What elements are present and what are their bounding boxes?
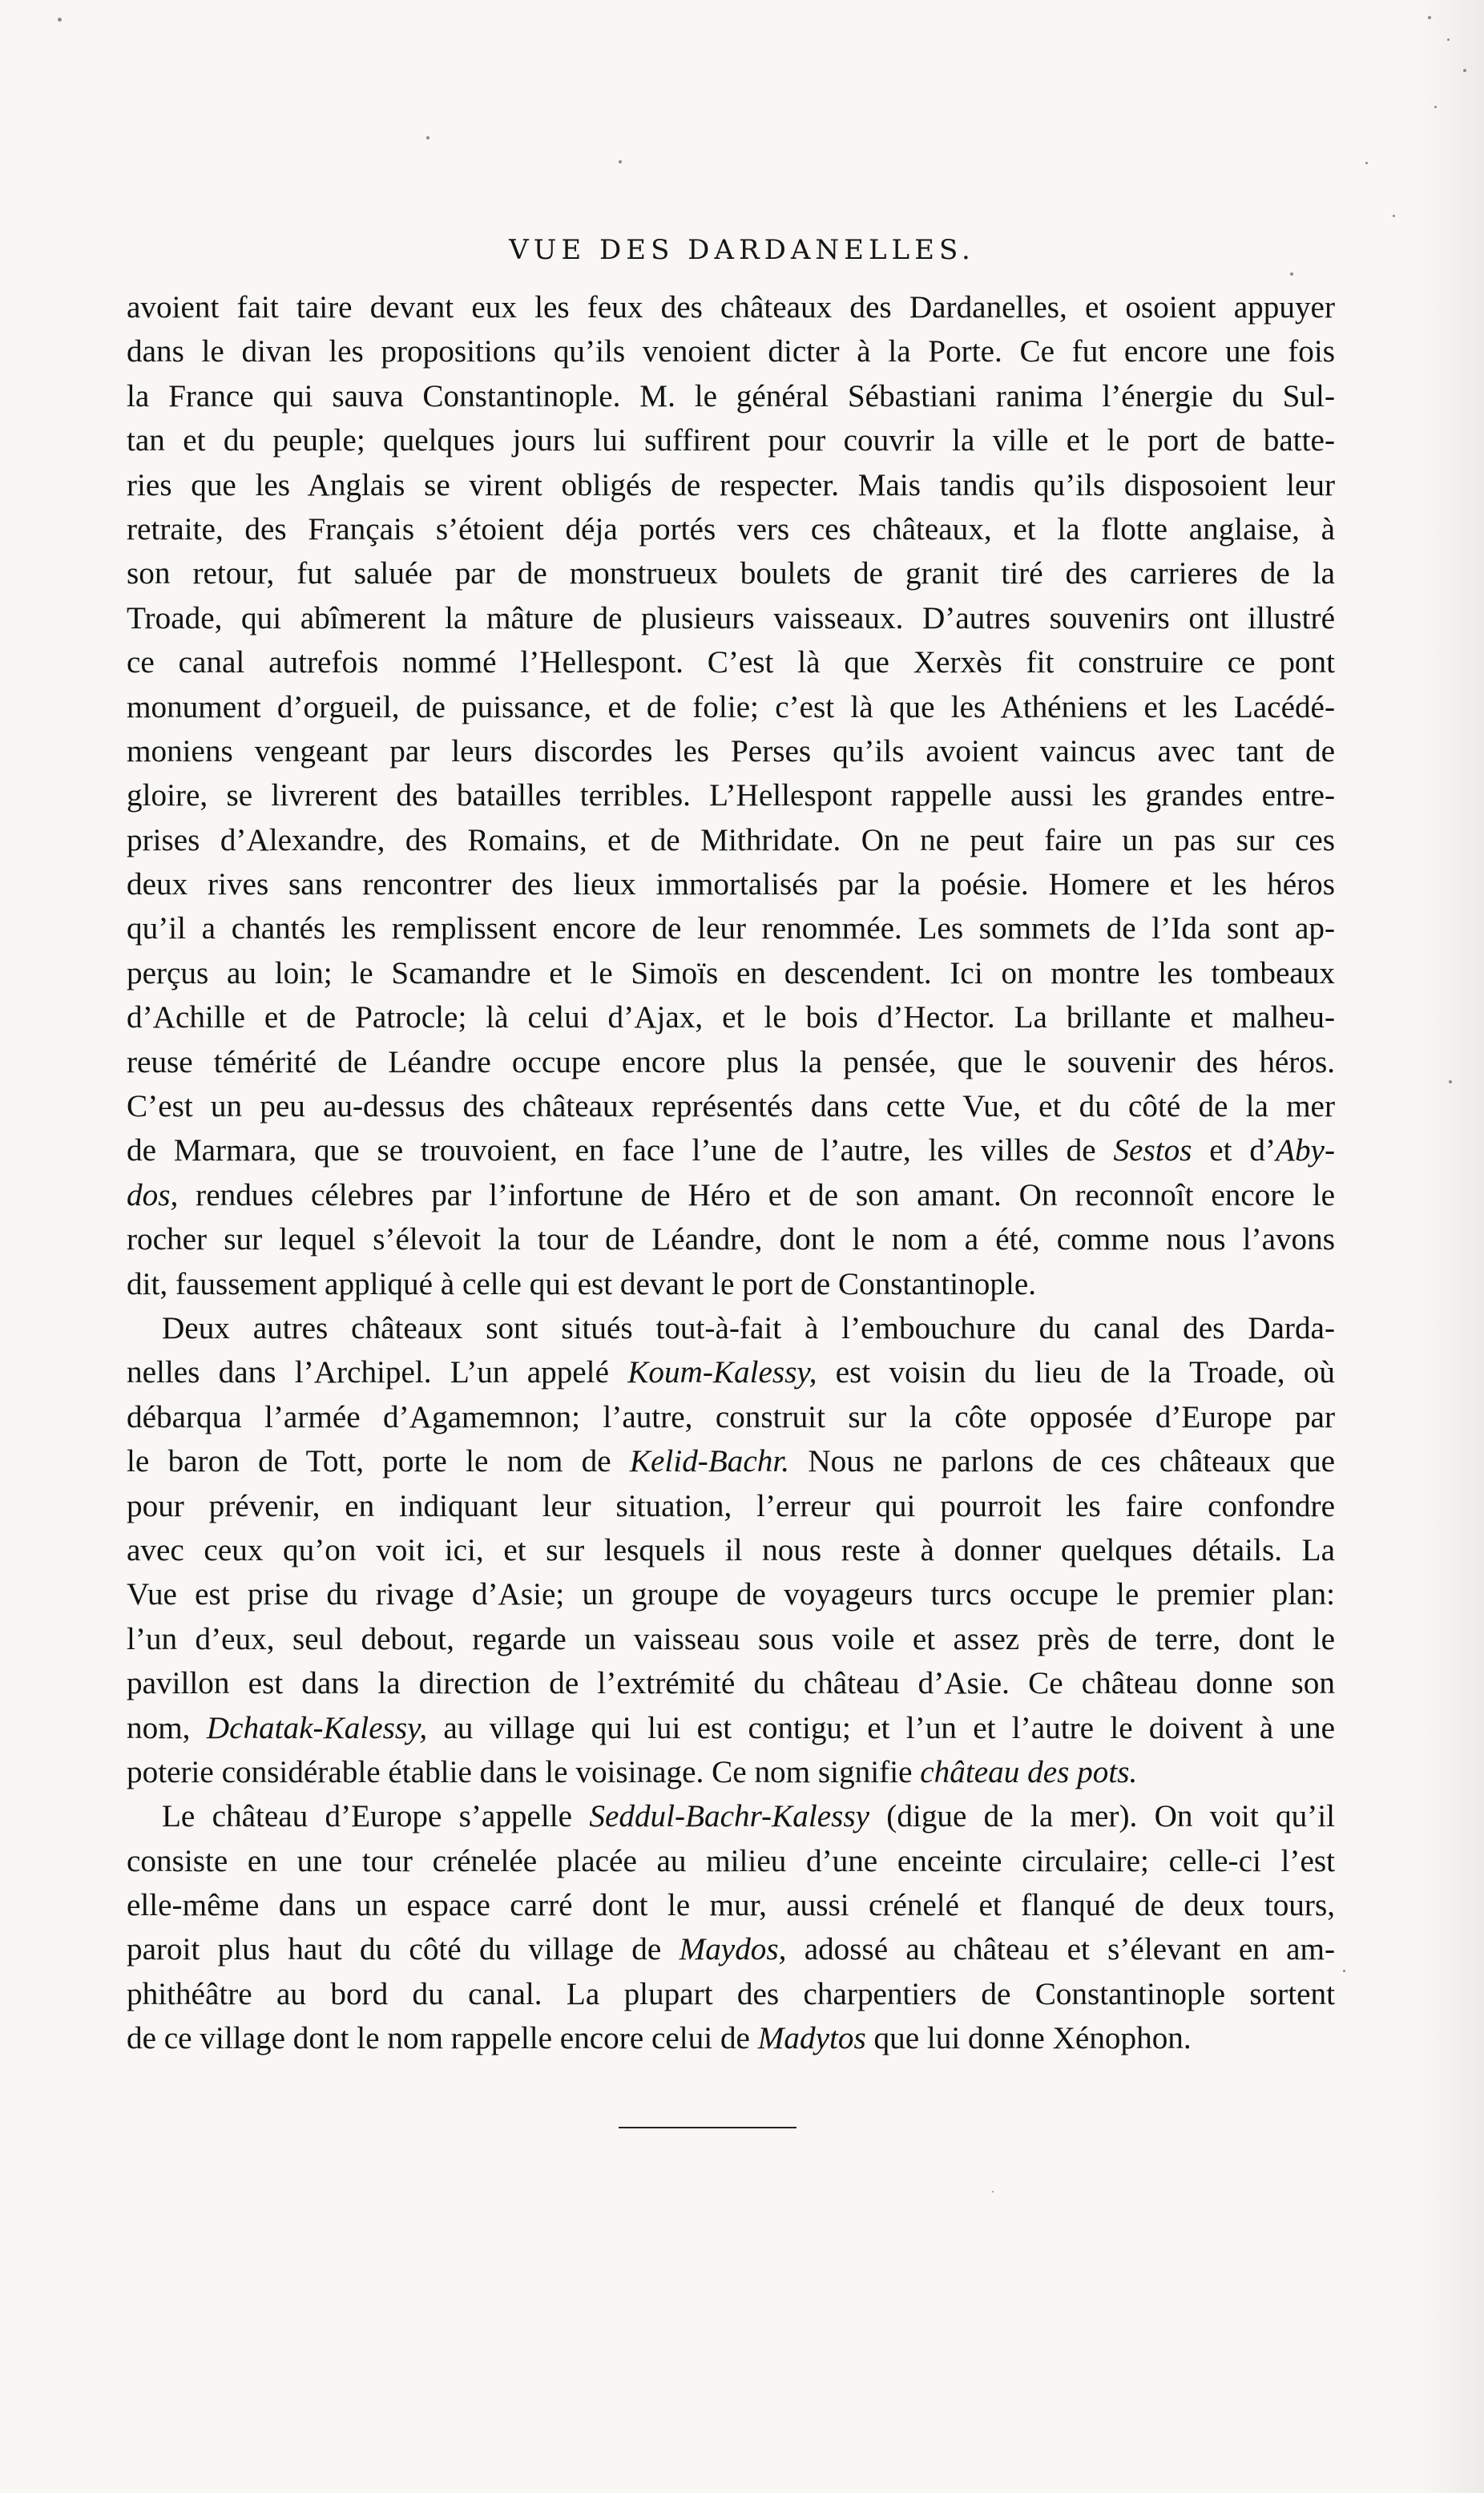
text-line — [127, 1217, 1335, 1261]
paper-speck — [1447, 38, 1450, 41]
text-line — [127, 1040, 1335, 1084]
text-line — [127, 1794, 1335, 1838]
text-line — [127, 1617, 1335, 1661]
text-segment: le baron de Tott, porte le nom de — [127, 1444, 630, 1479]
text-segment: dans le divan les propositions qu’ils venoient dicter à la Porte. Ce fut encore une fois — [127, 334, 1335, 369]
running-header: VUE DES DARDANELLES. — [509, 234, 975, 266]
text-segment: avoient fait taire devant eux les feux des châteaux des Dardanelles, et osoient appuyer — [127, 290, 1335, 325]
text-line — [127, 1972, 1335, 2016]
paper-speck — [619, 160, 622, 163]
text-segment: monument d’orgueil, de puissance, et de folie; c’est là que les Athéniens et les Lacédé- — [127, 689, 1335, 724]
text-line — [127, 2016, 1335, 2060]
paper-speck — [1365, 162, 1368, 164]
italic-text-segment: Madytos — [757, 2021, 866, 2056]
paper-speck — [1449, 1080, 1452, 1083]
text-segment: gloire, se livrerent des batailles terribles. L’Hellespont rappelle aussi les grandes entre- — [127, 778, 1335, 813]
text-line — [127, 374, 1335, 418]
text-line — [127, 818, 1335, 862]
paragraph — [127, 1794, 1335, 2060]
text-segment: qu’il a chantés les remplissent encore de leur renommée. Les sommets de l’Ida sont ap- — [127, 911, 1335, 946]
italic-text-segment: Maydos, — [679, 1932, 787, 1967]
text-line — [127, 951, 1335, 995]
italic-text-segment: Kelid-Bachr. — [629, 1444, 790, 1479]
text-segment: avec ceux qu’on voit ici, et sur lesquels il nous reste à donner quelques détails. La — [127, 1532, 1335, 1567]
text-segment: rendues célebres par l’infortune de Héro et de son amant. On reconnoît encore le — [178, 1177, 1335, 1212]
text-segment: est voisin du lieu de la Troade, où — [817, 1355, 1335, 1390]
text-line — [127, 1439, 1335, 1483]
paper-speck — [1463, 69, 1466, 72]
text-segment: Le château d’Europe s’appelle — [162, 1799, 590, 1834]
text-segment: nelles dans l’Archipel. L’un appelé — [127, 1355, 628, 1390]
text-segment: tan et du peuple; quelques jours lui suffirent pour couvrir la ville et le port de batte- — [127, 423, 1335, 458]
text-line — [127, 418, 1335, 462]
paragraph — [127, 285, 1335, 1306]
text-line — [127, 685, 1335, 729]
text-line — [127, 640, 1335, 684]
text-segment: paroit plus haut du côté du village de — [127, 1932, 679, 1967]
text-line — [127, 1661, 1335, 1705]
text-segment: débarqua l’armée d’Agamemnon; l’autre, construit sur la côte opposée d’Europe par — [127, 1399, 1335, 1434]
text-segment: phithéâtre au bord du canal. La plupart des charpentiers de Constantinople sortent — [127, 1976, 1335, 2011]
italic-text-segment: Dchatak-Kalessy, — [206, 1710, 428, 1745]
text-segment: consiste en une tour crénelée placée au milieu d’une enceinte circulaire; celle-ci l’est — [127, 1843, 1335, 1878]
paper-speck — [1290, 272, 1293, 276]
text-segment: d’Achille et de Patrocle; là celui d’Ajax, et le bois d’Hector. La brillante et malheu- — [127, 1000, 1335, 1035]
paper-speck — [992, 2191, 994, 2192]
text-segment: poterie considérable établie dans le voisinage. Ce nom signifie — [127, 1754, 921, 1789]
italic-text-segment: château des pots. — [920, 1754, 1138, 1789]
text-line — [127, 1706, 1335, 1750]
text-segment: dit, faussement appliqué à celle qui est devant le port de Constantinople. — [127, 1266, 1037, 1301]
paragraph — [127, 1306, 1335, 1794]
italic-text-segment: Seddul-Bachr-Kalessy — [589, 1799, 870, 1834]
page-edge-shadow — [1420, 0, 1484, 2493]
text-segment: au village qui lui est contigu; et l’un et l’autre le doivent à une — [427, 1710, 1335, 1745]
text-line — [127, 1750, 1335, 1794]
text-line — [127, 1572, 1335, 1616]
text-segment: pavillon est dans la direction de l’extrémité du château d’Asie. Ce château donne son — [127, 1666, 1335, 1701]
text-line — [127, 1883, 1335, 1927]
italic-text-segment: Koum-Kalessy, — [627, 1355, 817, 1390]
text-segment: retraite, des Français s’étoient déja portés vers ces châteaux, et la flotte anglaise, à — [127, 511, 1335, 547]
text-segment: C’est un peu au-dessus des châteaux représentés dans cette Vue, et du côté de la mer — [127, 1089, 1335, 1124]
italic-text-segment: Aby- — [1276, 1133, 1335, 1168]
text-segment: Nous ne parlons de ces châteaux que — [789, 1444, 1335, 1479]
text-line — [127, 507, 1335, 551]
paper-speck — [1343, 1970, 1345, 1972]
paper-speck — [58, 18, 62, 22]
text-line — [127, 1484, 1335, 1528]
text-segment: Deux autres châteaux sont situés tout-à-fait à l’embouchure du canal des Darda- — [162, 1310, 1335, 1345]
text-line — [127, 463, 1335, 507]
text-line — [127, 1528, 1335, 1572]
italic-text-segment: dos, — [127, 1177, 179, 1212]
text-line — [127, 551, 1335, 595]
closing-rule — [619, 2127, 796, 2128]
text-segment: Vue est prise du rivage d’Asie; un groupe de voyageurs turcs occupe le premier plan: — [127, 1577, 1335, 1612]
text-segment: de Marmara, que se trouvoient, en face l’une de l’autre, les villes de — [127, 1133, 1114, 1168]
paper-speck — [426, 136, 429, 139]
text-line — [127, 1173, 1335, 1217]
text-segment: pour prévenir, en indiquant leur situation, l’erreur qui pourroit les faire confondre — [127, 1488, 1335, 1523]
text-segment: rocher sur lequel s’élevoit la tour de Léandre, dont le nom a été, comme nous l’avons — [127, 1222, 1335, 1257]
text-segment: l’un d’eux, seul debout, regarde un vaisseau sous voile et assez près de terre, dont le — [127, 1621, 1335, 1656]
text-line — [127, 906, 1335, 950]
text-segment: prises d’Alexandre, des Romains, et de Mithridate. On ne peut faire un pas sur ces — [127, 822, 1335, 857]
text-segment: Troade, qui abîmerent la mâture de plusieurs vaisseaux. D’autres souvenirs ont illustré — [127, 600, 1335, 635]
italic-text-segment: Sestos — [1113, 1133, 1192, 1168]
text-line — [127, 1927, 1335, 1971]
text-segment: la France qui sauva Constantinople. M. le général Sébastiani ranima l’énergie du Sul- — [127, 378, 1335, 413]
paper-speck — [1428, 16, 1431, 19]
text-segment: son retour, fut saluée par de monstrueux boulets de granit tiré des carrieres de la — [127, 556, 1335, 591]
text-line — [127, 862, 1335, 906]
text-segment: (digue de la mer). On voit qu’il — [869, 1799, 1335, 1834]
text-segment: adossé au château et s’élevant en am- — [786, 1932, 1336, 1967]
text-segment: perçus au loin; le Scamandre et le Simoïs en descendent. Ici on montre les tombeaux — [127, 955, 1335, 990]
text-line — [127, 995, 1335, 1039]
text-segment: et d’ — [1192, 1133, 1276, 1168]
text-line — [127, 1839, 1335, 1883]
text-segment: moniens vengeant par leurs discordes les Perses qu’ils avoient vaincus avec tant de — [127, 733, 1335, 768]
text-segment: nom, — [127, 1710, 207, 1745]
text-line — [127, 1350, 1335, 1394]
text-segment: ce canal autrefois nommé l’Hellespont. C’est là que Xerxès fit construire ce pont — [127, 645, 1335, 680]
text-segment: ries que les Anglais se virent obligés de respecter. Mais tandis qu’ils disposoient leur — [127, 467, 1335, 502]
body-text — [127, 285, 1335, 2061]
paper-speck — [1393, 215, 1395, 217]
text-line — [127, 1262, 1335, 1306]
paper-speck — [1434, 106, 1437, 108]
text-line — [127, 773, 1335, 817]
text-segment: elle-même dans un espace carré dont le mur, aussi crénelé et flanqué de deux tours, — [127, 1888, 1335, 1923]
text-segment: que lui donne Xénophon. — [865, 2021, 1192, 2056]
text-segment: reuse témérité de Léandre occupe encore plus la pensée, que le souvenir des héros. — [127, 1044, 1335, 1079]
text-line — [127, 1128, 1335, 1172]
text-segment: de ce village dont le nom rappelle encore celui de — [127, 2021, 758, 2056]
text-line — [127, 596, 1335, 640]
text-line — [127, 1306, 1335, 1350]
text-line — [127, 1084, 1335, 1128]
text-line — [127, 329, 1335, 373]
text-line — [127, 729, 1335, 773]
text-line — [127, 1395, 1335, 1439]
text-line — [127, 285, 1335, 329]
text-segment: deux rives sans rencontrer des lieux immortalisés par la poésie. Homere et les héros — [127, 867, 1335, 902]
